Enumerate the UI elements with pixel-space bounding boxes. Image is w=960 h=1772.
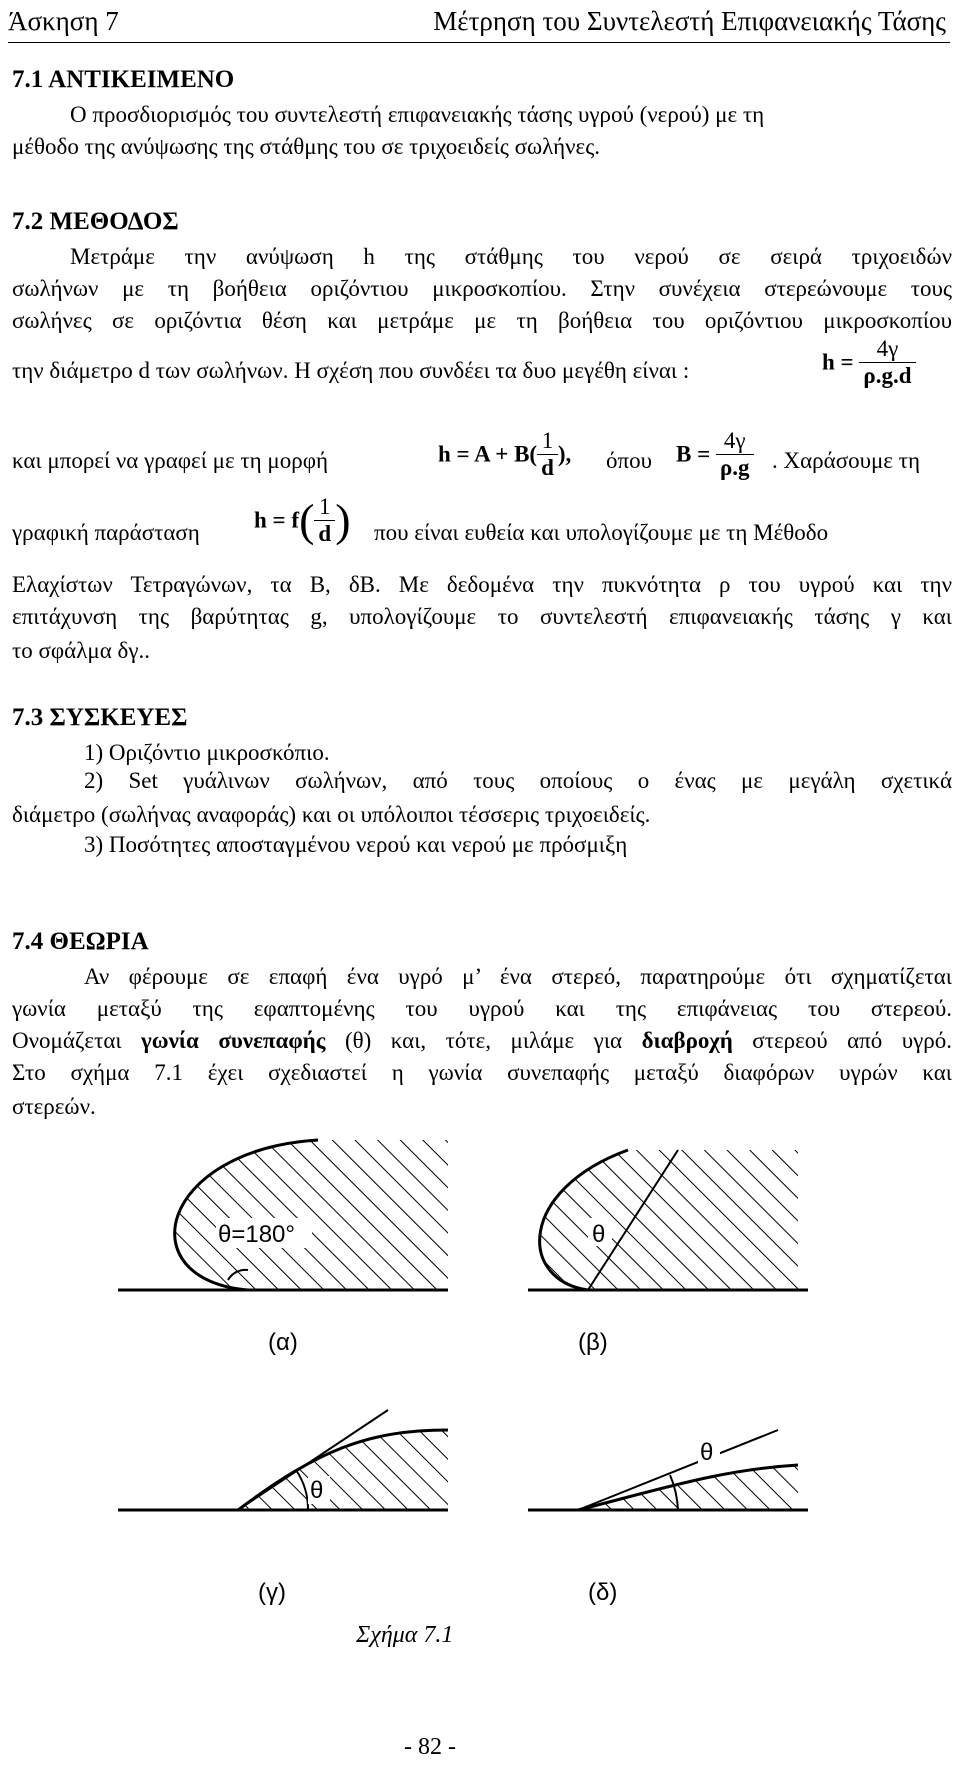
method-line-3: σωλήνες σε οριζόντια θέση και μετράμε με τη βοήθεια του οριζόντιου μικροσκοπίου: [12, 308, 952, 333]
eq4-lhs: h = f: [254, 507, 300, 533]
theory-line-2: γωνία μεταξύ της εφαπτομένης του υγρού και της επιφάνειας του στερεού.: [12, 996, 952, 1021]
equation-h: [822, 336, 916, 389]
section-title-objective: 7.1 ΑΝΤΙΚΕΙΜΕΝΟ: [12, 66, 235, 93]
eq2-close: ),: [557, 441, 572, 467]
eq1-numerator: 4γ: [859, 336, 915, 363]
panel-label-c: (γ): [258, 1579, 286, 1606]
angle-label-c: θ: [310, 1477, 324, 1504]
method-line-9: το σφάλμα δγ..: [12, 638, 150, 663]
section-title-method: 7.2 ΜΕΘΟΔΟΣ: [12, 208, 179, 235]
eq3-lhs: B =: [676, 441, 711, 467]
eq1-fraction: [859, 336, 915, 389]
panel-label-a: (α): [268, 1329, 298, 1356]
theory-line-3a: Ονομάζεται: [12, 1028, 122, 1053]
method-line-5c: . Χαράσουμε τη: [772, 448, 920, 473]
panel-label-d: (δ): [588, 1579, 618, 1606]
method-line-2: σωλήνων με τη βοήθεια οριζόντιου μικροσκοπίου. Στην συνέχεια στερεώνουμε τους: [12, 276, 952, 301]
angle-label-d: θ: [700, 1439, 714, 1466]
objective-line-1: Ο προσδιορισμός του συντελεστή επιφανειακής τάσης υγρού (νερού) με τη: [70, 102, 765, 127]
theory-line-3: [12, 1028, 952, 1054]
equipment-item-2a: 2) Set γυάλινων σωλήνων, από τους οποίους ο ένας με μεγάλη σχετικά: [84, 768, 952, 793]
panel-label-b: (β): [578, 1329, 608, 1356]
equipment-item-1: 1) Οριζόντιο μικροσκόπιο.: [84, 740, 330, 765]
equipment-item-3: 3) Ποσότητες αποσταγμένου νερού και νερού με πρόσμιξη: [84, 832, 628, 857]
equation-graph: h = f( $\frac{1}{d}$ ): [254, 494, 351, 546]
eq4-fraction: [314, 494, 335, 547]
method-line-4: την διάμετρο d των σωλήνων. Η σχέση που συνδέει τα δυο μεγέθη είναι :: [12, 358, 690, 383]
angle-label-b: θ: [592, 1221, 606, 1248]
header-title: Μέτρηση του Συντελεστή Επιφανειακής Τάσης: [433, 6, 946, 36]
theory-line-3e: στερεού από υγρό.: [752, 1028, 953, 1053]
section-title-equipment: 7.3 ΣΥΣΚΕΥΕΣ: [12, 704, 188, 731]
eq2-lhs: h = A + B(: [438, 441, 538, 467]
theory-line-5: στερεών.: [12, 1094, 96, 1119]
method-line-6a: γραφική παράσταση: [12, 520, 200, 545]
method-line-6b: που είναι ευθεία και υπολογίζουμε με τη Μέθοδο: [374, 520, 829, 545]
objective-line-2: μέθοδο της ανύψωσης της στάθμης του σε τριχοειδείς σωλήνες.: [12, 134, 601, 159]
method-line-7: Ελαχίστων Τετραγώνων, τα Β, δΒ. Με δεδομένα την πυκνότητα ρ του υγρού και την: [12, 572, 952, 597]
theory-line-4: Στο σχήμα 7.1 έχει σχεδιαστεί η γωνία συνεπαφής μεταξύ διαφόρων υγρών και: [12, 1060, 952, 1085]
eq3-denominator: ρ.g: [719, 455, 750, 480]
equation-B: [676, 428, 754, 481]
theory-line-1: Αν φέρουμε σε επαφή ένα υγρό μ’ ένα στερεό, παρατηρούμε ότι σχηματίζεται: [84, 964, 952, 989]
angle-label-a: θ=180°: [218, 1221, 296, 1248]
header-rule: [8, 42, 950, 43]
method-line-8: επιτάχυνση της βαρύτητας g, υπολογίζουμε το συντελεστή επιφανειακής τάσης γ και: [12, 604, 952, 629]
page-number: - 82 -: [404, 1734, 456, 1760]
page-header: [0, 0, 960, 48]
equation-linear: [438, 428, 571, 481]
figure-contact-angles: [118, 1130, 898, 1680]
eq4-denominator: d: [318, 521, 332, 546]
eq3-numerator: 4γ: [716, 428, 754, 455]
eq1-denominator: ρ.g.d: [863, 363, 912, 388]
header-exercise: Άσκηση 7: [8, 6, 119, 36]
figure-caption: Σχήμα 7.1: [356, 1622, 454, 1648]
equipment-item-2b: διάμετρο (σωλήνας αναφοράς) και οι υπόλοιποι τέσσερις τριχοειδείς.: [12, 802, 651, 827]
method-line-5a: και μπορεί να γραφεί με τη μορφή: [12, 448, 329, 473]
term-wetting: διαβροχή: [641, 1028, 733, 1053]
method-line-5b: όπου: [606, 448, 652, 473]
theory-line-3c: (θ) και, τότε, μιλάμε για: [344, 1028, 623, 1053]
eq2-denominator: d: [541, 455, 554, 480]
method-line-1: Μετράμε την ανύψωση h της στάθμης του νερού σε σειρά τριχοειδών: [70, 244, 952, 269]
section-title-theory: 7.4 ΘΕΩΡΙΑ: [12, 928, 149, 955]
eq4-numerator: 1: [314, 494, 335, 521]
term-contact-angle: γωνία συνεπαφής: [141, 1028, 326, 1053]
eq2-numerator: 1: [537, 428, 558, 455]
eq1-lhs: h =: [822, 349, 854, 375]
eq3-fraction: [716, 428, 754, 481]
eq2-fraction: [537, 428, 558, 481]
